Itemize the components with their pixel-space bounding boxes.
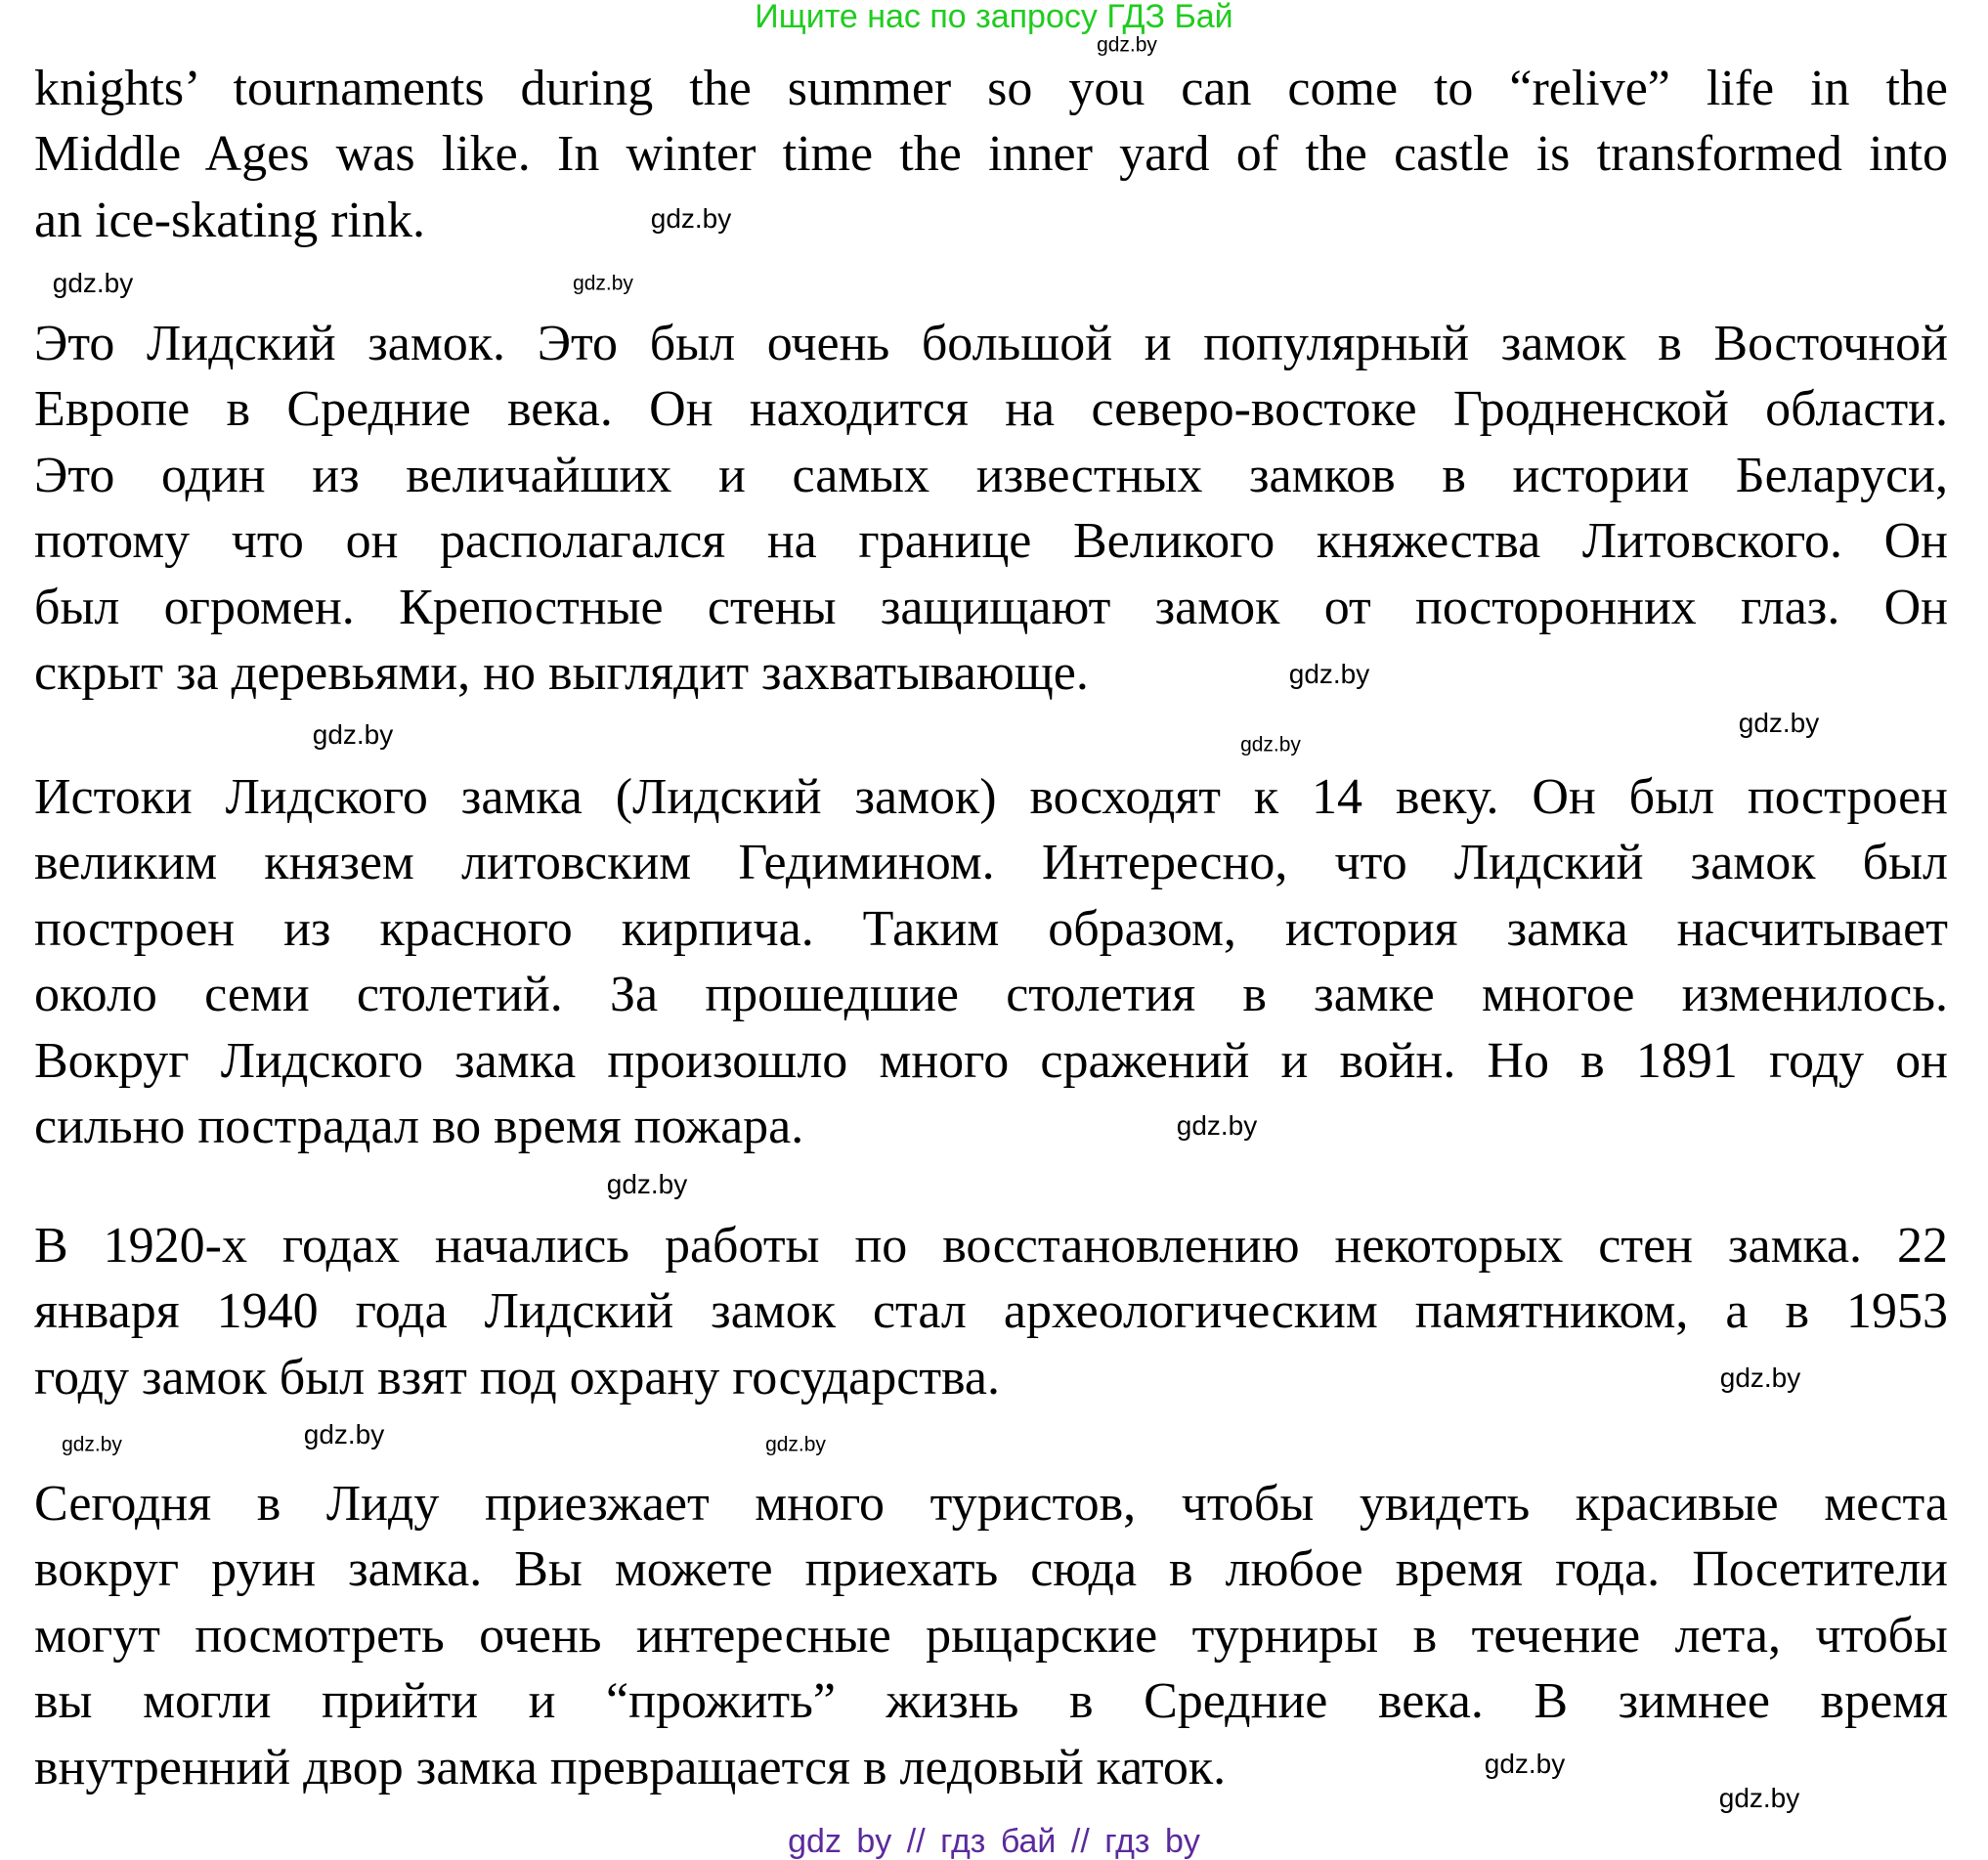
watermark: gdz.by [303,1419,385,1449]
watermark: gdz.by [312,719,394,750]
text-line: Европе в Средние века. Он находится на северо-востоке Гродненской области. [34,381,1948,438]
watermark: gdz.by [1738,708,1820,738]
paragraph-5 [34,1471,1948,1800]
text-line: Middle Ages was like. In winter time the inner yard of the castle is transformed into [34,126,1948,183]
text-line: knights’ tournaments during the summer so you can come to “relive” life in the [34,61,1948,116]
watermark: gdz.by [1176,1110,1258,1141]
footer-links: gdz by // гдз бай // гдз by [788,1823,1200,1860]
text-line: построен из красного кирпича. Таким образом, история замка насчитывает [34,900,1948,957]
text-line: an ice-skating rink. [34,192,425,248]
text-line: сильно пострадал во время пожара. [34,1098,804,1154]
text-line: Сегодня в Лиду приезжает много туристов, чтобы увидеть красивые места [34,1476,1948,1532]
watermark: gdz.by [1097,33,1157,57]
text-line: вокруг руин замка. Вы можете приехать сюда в любое время года. Посетители [34,1541,1948,1598]
text-line: вы могли прийти и “прожить” жизнь в Средние века. В зимнее время [34,1673,1948,1730]
search-banner: Ищите нас по запросу ГДЗ Бай [755,0,1233,35]
watermark: gdz.by [1288,659,1370,689]
watermark: gdz.by [62,1433,122,1456]
watermark: gdz.by [52,268,134,298]
watermark: gdz.by [606,1169,688,1199]
watermark: gdz.by [1719,1363,1801,1393]
text-line: внутренний двор замка превращается в ледовый каток. [34,1739,1227,1795]
paragraph-4 [34,1213,1948,1410]
text-line: января 1940 года Лидский замок стал археологическим памятником, а в 1953 [34,1283,1948,1340]
text-line: Истоки Лидского замка (Лидский замок) восходят к 14 веку. Он был построен [34,769,1948,825]
watermark: gdz.by [765,1433,826,1456]
watermark: gdz.by [573,272,633,295]
text-line: могут посмотреть очень интересные рыцарские турниры в течение лета, чтобы [34,1607,1948,1664]
paragraph-3 [34,764,1948,1159]
watermark: gdz.by [650,203,732,234]
paragraph-1 [34,56,1948,253]
text-line: В 1920-х годах начались работы по восстановлению некоторых стен замка. 22 [34,1218,1948,1274]
text-line: был огромен. Крепостные стены защищают замок от посторонних глаз. Он [34,579,1948,635]
text-line: потому что он располагался на границе Великого княжества Литовского. Он [34,513,1948,570]
text-line: около семи столетий. За прошедшие столетия в замке многое изменилось. [34,967,1948,1023]
text-line: Это один из величайших и самых известных замков в истории Беларуси, [34,447,1948,503]
text-line: великим князем литовским Гедимином. Интересно, что Лидский замок был [34,835,1948,891]
watermark: gdz.by [1718,1783,1800,1813]
watermark: gdz.by [1484,1749,1566,1779]
paragraph-2 [34,311,1948,706]
watermark: gdz.by [1240,733,1301,757]
text-line: Вокруг Лидского замка произошло много сражений и войн. Но в 1891 году он [34,1032,1948,1089]
text-line: году замок был взят под охрану государства. [34,1349,1000,1406]
text-line: Это Лидский замок. Это был очень большой и популярный замок в Восточной [34,316,1948,371]
text-line: скрыт за деревьями, но выглядит захватывающе. [34,644,1089,701]
